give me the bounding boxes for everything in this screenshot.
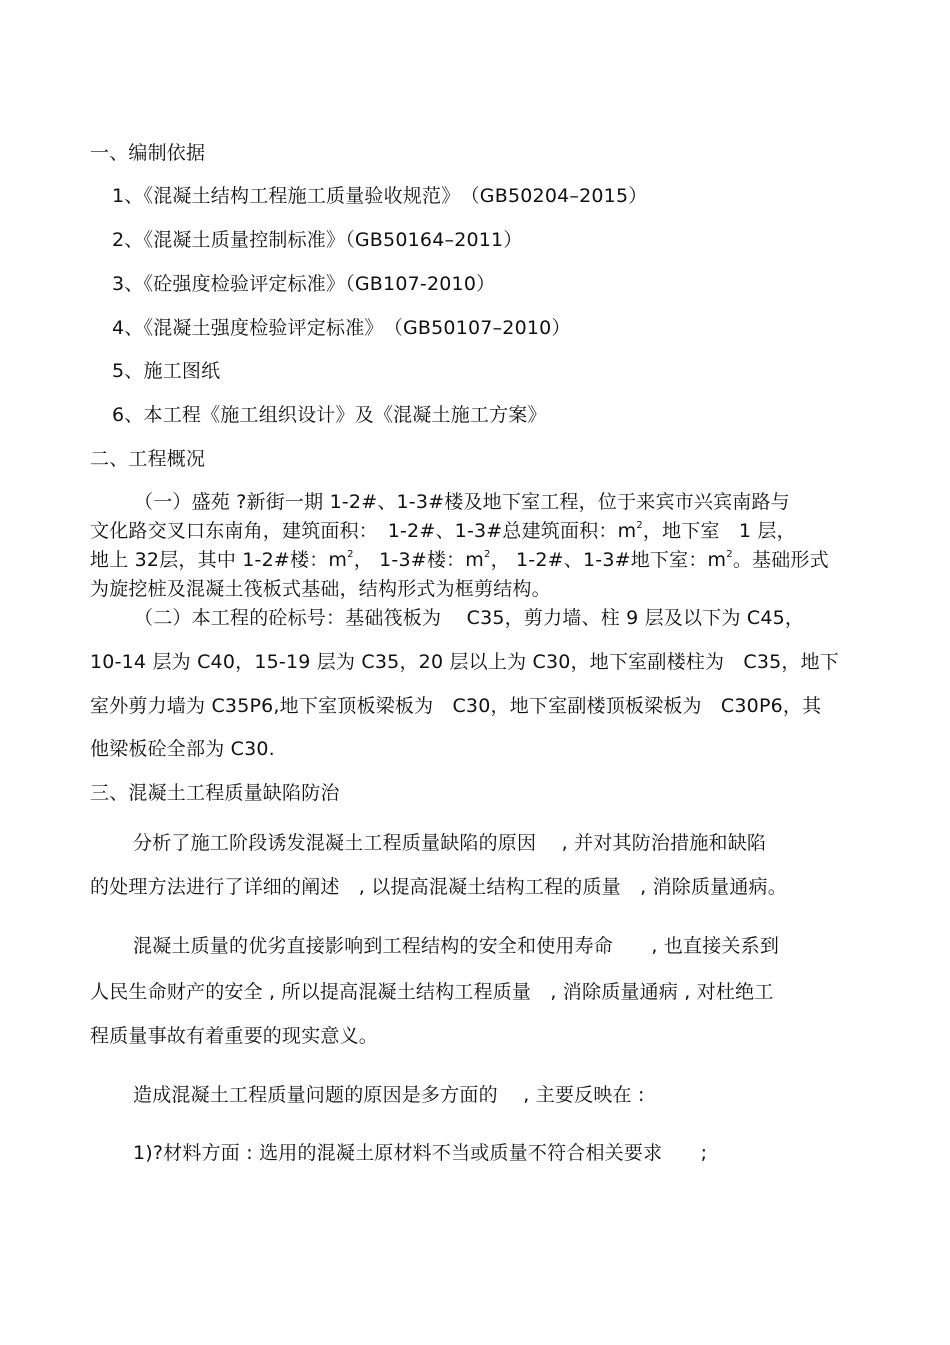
reference-item: 5、施工图纸 [112, 360, 221, 382]
paragraph-line: （一）盛苑 ?新街一期 1-2#、1-3#楼及地下室工程，位于来宾市兴宾南路与 [134, 491, 790, 513]
paragraph-line: 分析了施工阶段诱发混凝土工程质量缺陷的原因 , 并对其防治措施和缺陷 [133, 832, 767, 854]
reference-item: 4、《混凝土强度检验评定标准》 （GB50107–2010） [112, 317, 571, 339]
paragraph-line: 地上 32层，其中 1-2#楼：$m^2$， 1-3#楼：$m^2$， 1-2#、1-3#地下室：$m^2$。基础形式 [90, 548, 829, 571]
reference-item: 1、《混凝土结构工程施工质量验收规范》 （GB50204–2015） [112, 185, 648, 207]
reference-item: 3、《砼强度检验评定标准》（GB107-2010） [112, 273, 496, 295]
paragraph-line: 造成混凝土工程质量问题的原因是多方面的 , 主要反映在 : [133, 1084, 645, 1106]
paragraph-line: 他梁板砼全部为 C30. [90, 738, 275, 760]
paragraph-line: 室外剪力墙为 C35P6,地下室顶板梁板为 C30，地下室副楼顶板梁板为 C30P6，其 [90, 695, 822, 717]
paragraph-line: 人民生命财产的安全 , 所以提高混凝土结构工程质量 , 消除质量通病 , 对杜绝工 [90, 981, 774, 1003]
paragraph-line: 混凝土质量的优劣直接影响到工程结构的安全和使用寿命 , 也直接关系到 [133, 935, 780, 957]
paragraph-line: （二）本工程的砼标号：基础筏板为 C35，剪力墙、柱 9 层及以下为 C45， [134, 607, 805, 629]
paragraph-line: 程质量事故有着重要的现实意义。 [90, 1025, 379, 1047]
section-heading: 一、编制依据 [90, 142, 206, 164]
reference-item: 2、《混凝土质量控制标准》（GB50164–2011） [112, 229, 523, 251]
paragraph-line: 1)?材料方面 : 选用的混凝土原材料不当或质量不符合相关要求 ; [133, 1142, 708, 1164]
paragraph-line: 为旋挖桩及混凝土筏板式基础，结构形式为框剪结构。 [90, 578, 551, 600]
section-heading: 三、混凝土工程质量缺陷防治 [90, 782, 340, 804]
section-heading: 二、工程概况 [90, 448, 206, 470]
paragraph-line: 文化路交叉口东南角，建筑面积： 1-2#、1-3#总建筑面积：$m^2$，地下室 1 层， [90, 519, 796, 542]
paragraph-line: 的处理方法进行了详细的阐述 , 以提高混凝土结构工程的质量 , 消除质量通病。 [90, 876, 787, 898]
reference-item: 6、本工程《施工组织设计》及《混凝土施工方案》 [112, 404, 547, 426]
paragraph-line: 10-14 层为 C40，15-19 层为 C35，20 层以上为 C30，地下室副楼柱为 C35，地下 [90, 651, 840, 673]
